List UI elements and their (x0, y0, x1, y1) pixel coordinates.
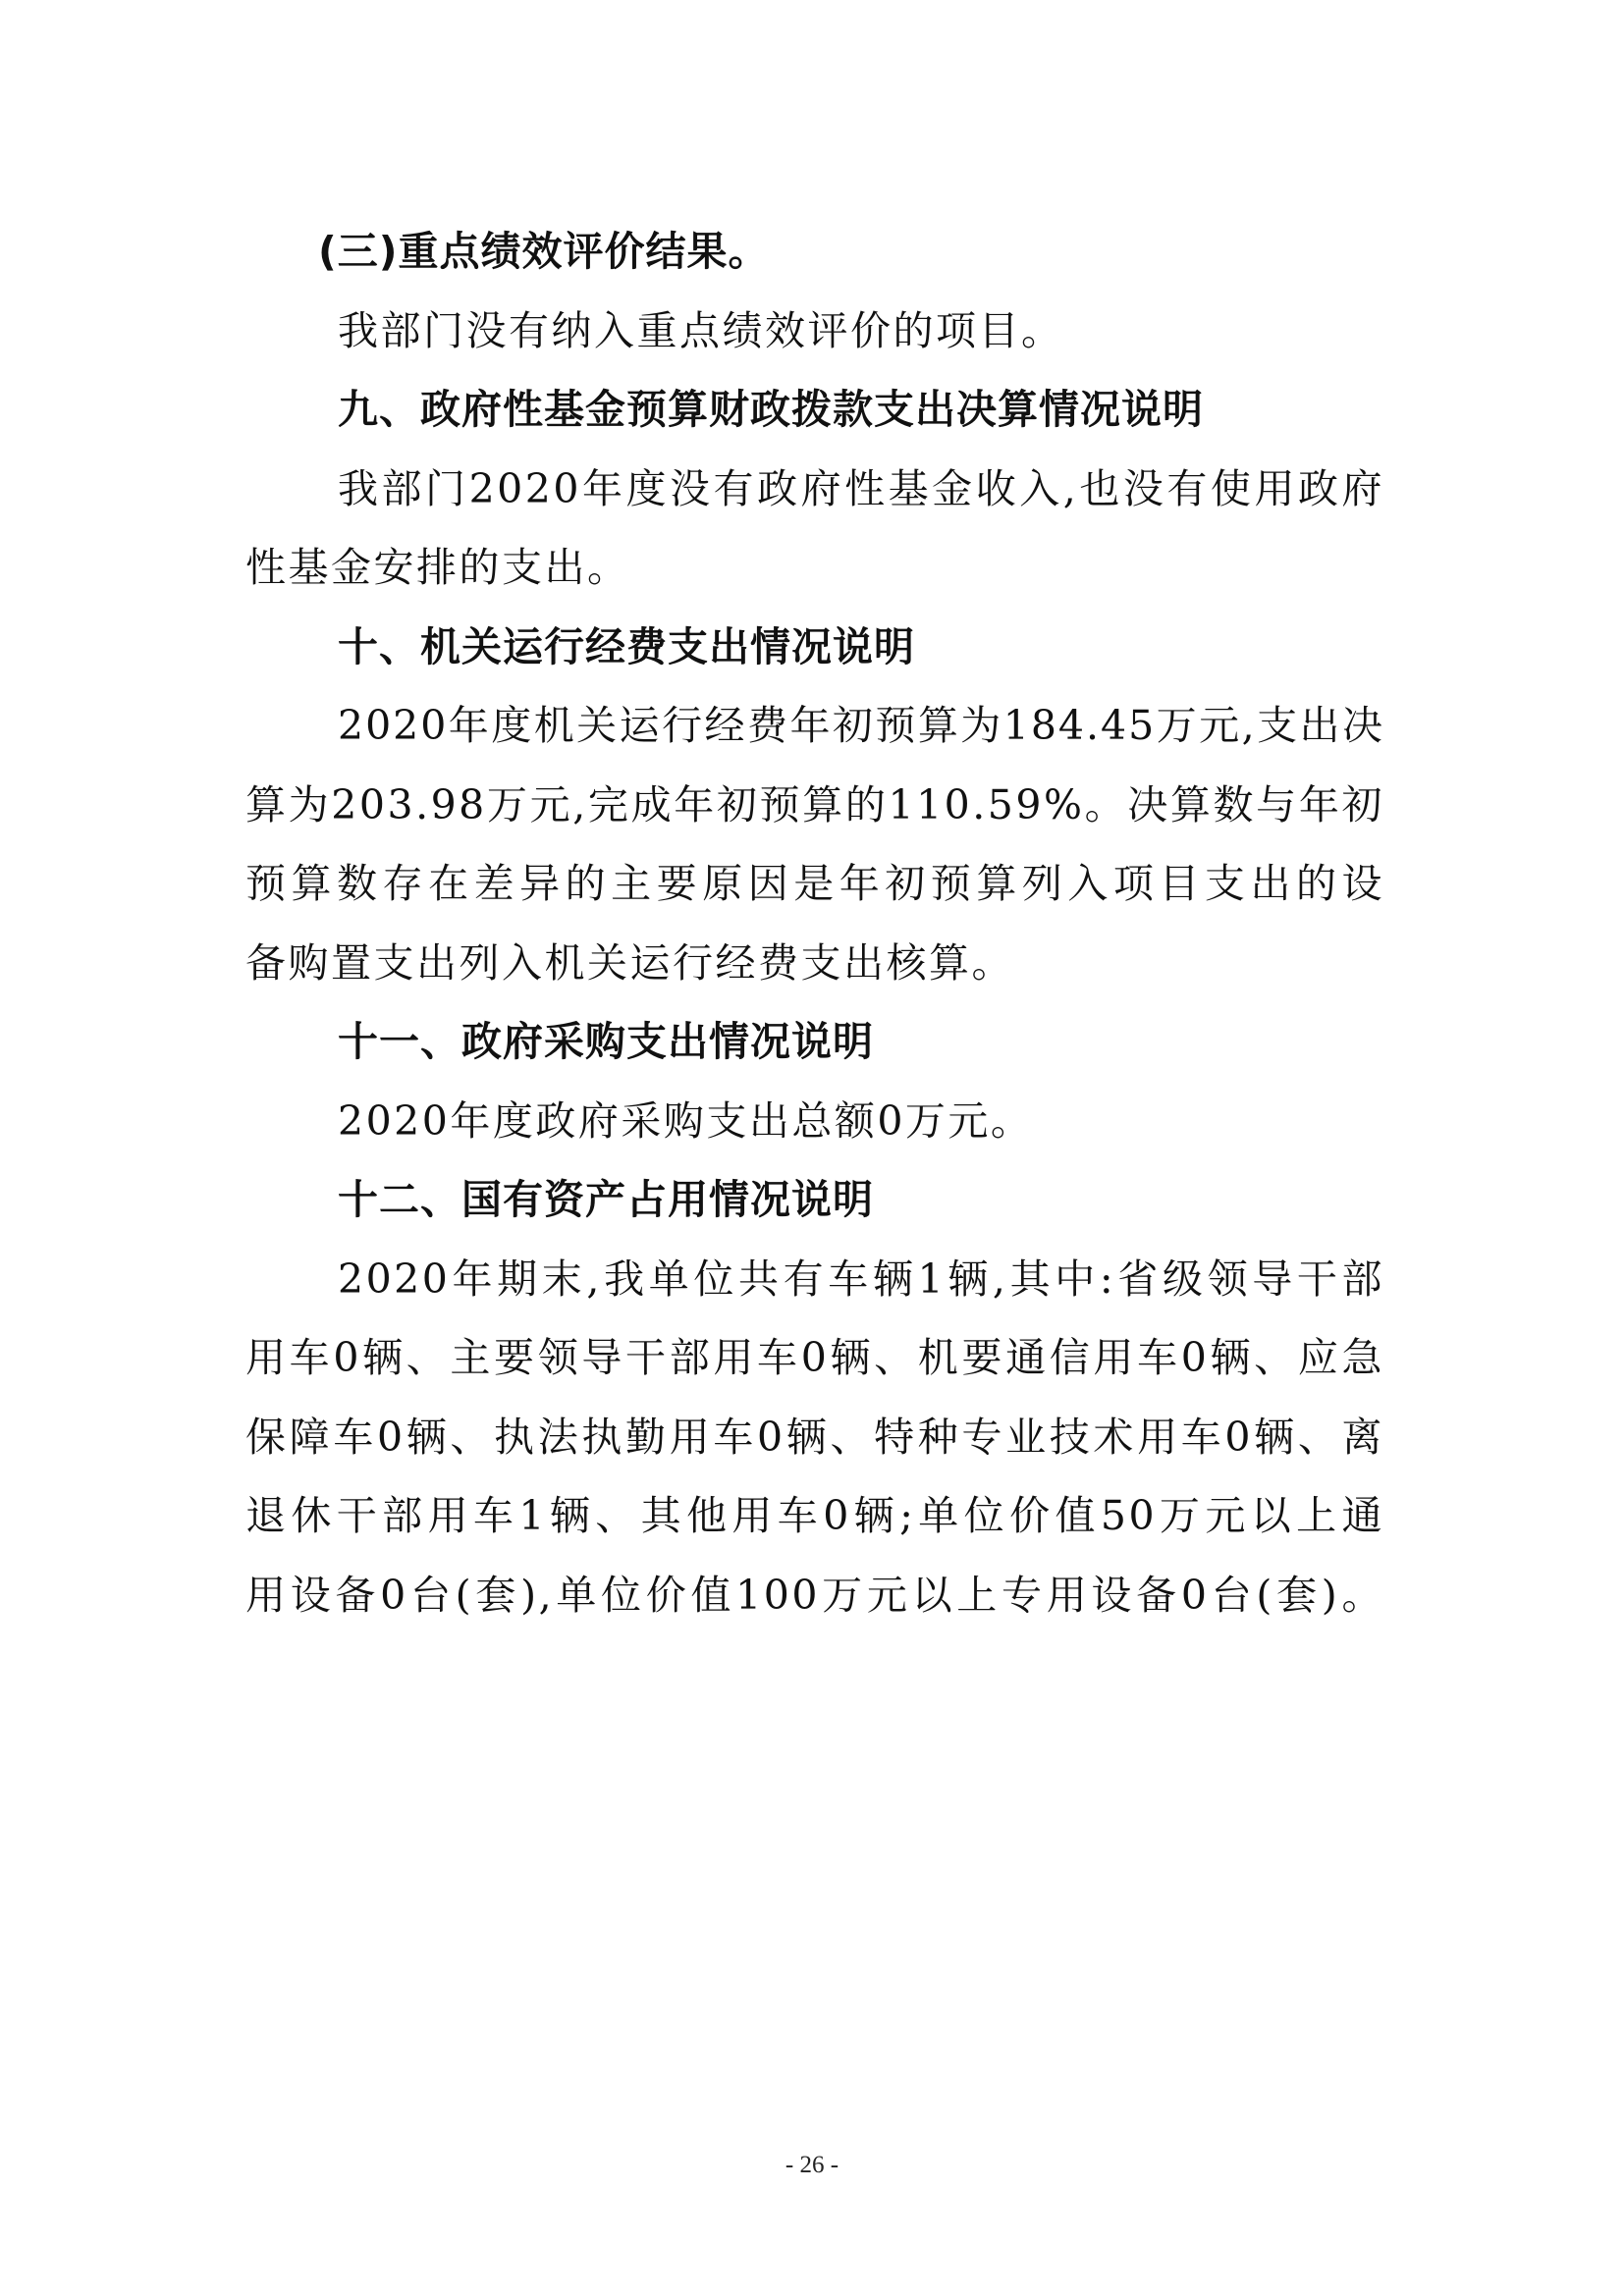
paragraph-line: 备购置支出列入机关运行经费支出核算。 (245, 938, 1014, 987)
paragraph-line: 2020年度机关运行经费年初预算为184.45万元,支出决 (338, 702, 1384, 749)
section-heading-9: 九、政府性基金预算财政拨款支出决算情况说明 (338, 386, 1204, 433)
paragraph-line: 用设备0台(套),单位价值100万元以上专用设备0台(套)。 (245, 1571, 1384, 1619)
paragraph-line: 我部门2020年度没有政府性基金收入,也没有使用政府 (338, 464, 1384, 512)
paragraph-line: 预算数存在差异的主要原因是年初预算列入项目支出的设 (245, 860, 1384, 907)
paragraph-line: 我部门没有纳入重点绩效评价的项目。 (338, 306, 1064, 354)
section-heading-10: 十、机关运行经费支出情况说明 (338, 622, 915, 670)
page-number: - 26 - (785, 2152, 839, 2178)
subsection-heading-key-evaluation: (三)重点绩效评价结果。 (318, 228, 770, 275)
paragraph-line: 保障车0辆、执法执勤用车0辆、特种专业技术用车0辆、离 (245, 1413, 1384, 1461)
paragraph-line: 2020年度政府采购支出总额0万元。 (338, 1096, 1034, 1145)
paragraph-line: 用车0辆、主要领导干部用车0辆、机要通信用车0辆、应急 (245, 1334, 1384, 1381)
paragraph-line: 退休干部用车1辆、其他用车0辆;单位价值50万元以上通 (245, 1492, 1384, 1539)
paragraph-line: 算为203.98万元,完成年初预算的110.59%。决算数与年初 (245, 780, 1384, 828)
paragraph-line: 性基金安排的支出。 (245, 544, 630, 591)
section-heading-12: 十二、国有资产占用情况说明 (338, 1176, 874, 1223)
section-heading-11: 十一、政府采购支出情况说明 (338, 1018, 874, 1065)
paragraph-line: 2020年期末,我单位共有车辆1辆,其中:省级领导干部 (338, 1255, 1384, 1303)
document-body (245, 212, 1384, 1634)
